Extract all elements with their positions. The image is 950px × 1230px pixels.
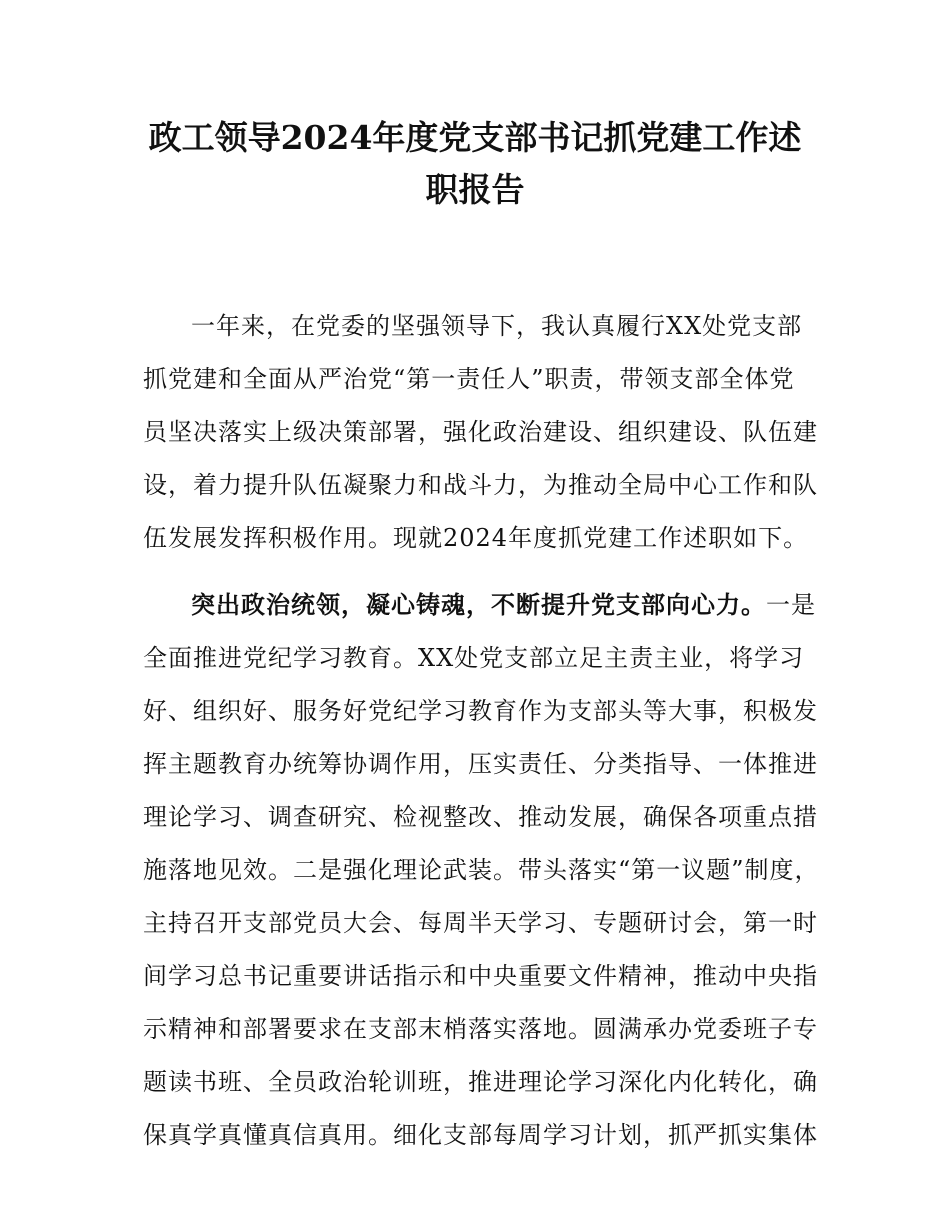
paragraph-line: 示精神和部署要求在支部末梢落实落地。圆满承办党委班子专 (143, 1015, 818, 1043)
paragraph-2 (143, 581, 820, 1164)
paragraph-line: 保真学真懂真信真用。细化支部每周学习计划，抓严抓实集体 (143, 1121, 818, 1149)
title-line-2: 职报告 (425, 170, 525, 209)
paragraph-line: 员坚决落实上级决策部署，强化政治建设、组织建设、队伍建 (143, 418, 818, 446)
paragraph-line: 题读书班、全员政治轮训班，推进理论学习深化内化转化，确 (143, 1068, 818, 1096)
title-line-1: 政工领导2024年度党支部书记抓党建工作述 (148, 118, 802, 157)
paragraph-line: 全面推进党纪学习教育。XX处党支部立足主责主业，将学习 (143, 644, 805, 672)
paragraph-line (143, 581, 815, 634)
paragraph-line: 施落地见效。二是强化理论武装。带头落实“第一议题”制度， (143, 856, 820, 884)
paragraph-line: 一年来，在党委的坚强领导下，我认真履行XX处党支部 (191, 312, 803, 340)
paragraph-line: 抓党建和全面从严治党“第一责任人”职责，带领支部全体党 (143, 365, 795, 393)
paragraph-line: 伍发展发挥积极作用。现就2024年度抓党建工作述职如下。 (143, 524, 809, 552)
document-title (140, 112, 810, 216)
paragraph-line: 挥主题教育办统筹协调作用，压实责任、分类指导、一体推进 (143, 750, 818, 778)
paragraph-line: 理论学习、调查研究、检视整改、推动发展，确保各项重点措 (143, 803, 818, 831)
document-body (143, 302, 820, 1164)
paragraph-line: 间学习总书记重要讲话指示和中央重要文件精神，推动中央指 (143, 962, 818, 990)
section-heading: 突出政治统领，凝心铸魂，不断提升党支部向心力。 (191, 590, 766, 619)
paragraph-line: 好、组织好、服务好党纪学习教育作为支部头等大事，积极发 (143, 697, 818, 725)
paragraph-1 (143, 302, 818, 567)
paragraph-text: 一是 (766, 591, 816, 619)
paragraph-gap (143, 567, 815, 581)
paragraph-line: 设，着力提升队伍凝聚力和战斗力，为推动全局中心工作和队 (143, 471, 818, 499)
paragraph-line: 主持召开支部党员大会、每周半天学习、专题研讨会，第一时 (143, 909, 818, 937)
